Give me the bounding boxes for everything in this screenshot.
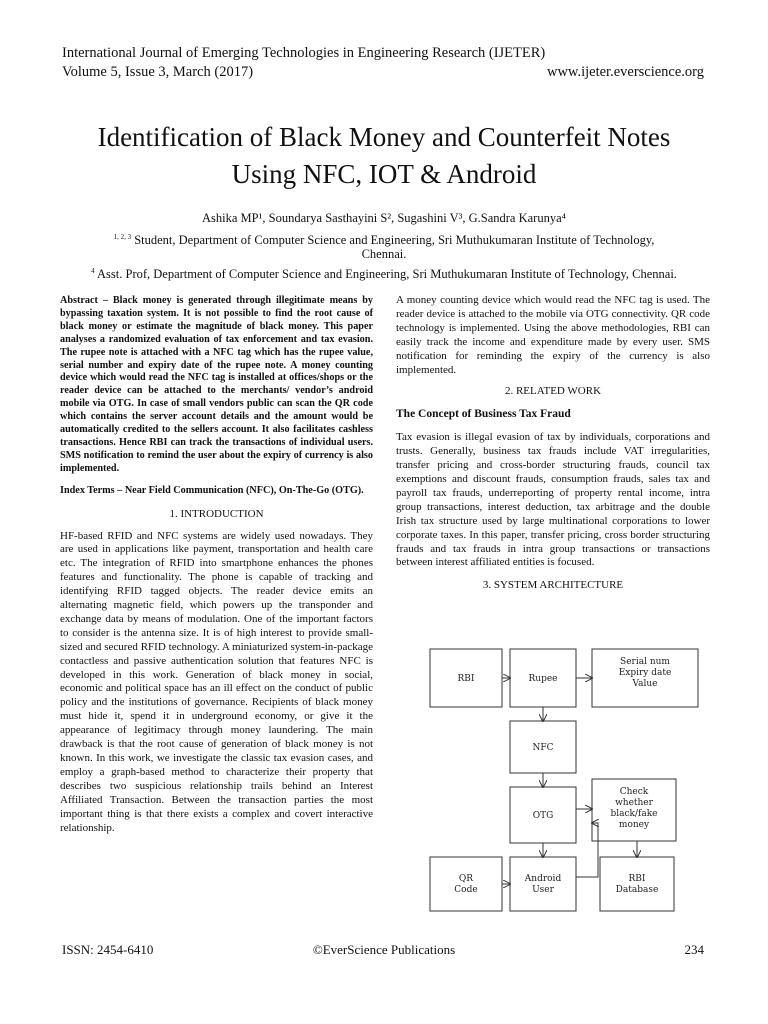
- system-architecture-diagram: [400, 641, 710, 916]
- paper-title: [0, 119, 768, 193]
- otg-label: OTG: [532, 811, 554, 821]
- nfc-label: NFC: [532, 743, 554, 753]
- check-label-4: money: [618, 820, 650, 830]
- qr-code-box: [430, 857, 502, 911]
- android-label-1: Android: [524, 874, 562, 884]
- journal-website[interactable]: www.ijeter.everscience.org: [546, 64, 704, 80]
- system-architecture-heading: 3. SYSTEM ARCHITECTURE: [482, 579, 624, 592]
- check-label-2: whether: [615, 798, 653, 808]
- affiliation-2-sup: 4: [91, 267, 95, 275]
- tax-fraud-heading: The Concept of Business Tax Fraud: [396, 408, 571, 421]
- android-user-box: [510, 857, 576, 911]
- qr-label-1: QR: [458, 874, 474, 884]
- qr-label-2: Code: [454, 885, 478, 895]
- author-list: Ashika MP¹, Soundarya Sasthayini S², Sugashini V³, G.Sandra Karunya⁴: [202, 211, 566, 225]
- rbi-label: RBI: [457, 674, 475, 684]
- footer-issn: ISSN: 2454-6410: [62, 942, 154, 957]
- check-label-3: black/fake: [610, 809, 658, 819]
- footer-publisher: ©EverScience Publications: [312, 942, 456, 957]
- intro-text: HF-based RFID and NFC systems are widely used nowadays. They are used in applications like payment, transportation and health care etc. The integration of RFID into smartphone enhances the phones features and functionality. The phone is capable of tracking and identifying RFID tagged objects. The reader device emits an alternating magnetic field, which powers up the transponder and exchange data by means of modulation. One of the important factors to consider is the antenna size. It is of high interest to provide small-sized and secured RFID technology. A miniaturized system-in-package contactless and passive authentication solution that features NFC is developed in this work. Generation of black money in social, economic and political space has an ill effect on the conduct of public policy and the institutions of governance. Recipients of black money must hide it, spend it in underground economy, or give it the appearance of legitimacy through money laundering. The main drawback is that the root cause of generation of black money is not known. In this work, we investigate the classic tax evasion cases, and employ a graph-based method to characterize their property that describes two suspicious relationship trails behind an Interest Affiliated Transaction. Between the transaction parties the most important thing is that there exists a complex and covert interactive relationship.: [60, 529, 373, 834]
- title-line-2: Using NFC, IOT & Android: [231, 159, 537, 189]
- android-label-2: User: [532, 885, 554, 895]
- abstract: Abstract – Black money is generated through illegitimate means by bypassing taxation system. It is not possible to find the root cause of black money or estimate the magnitude of black money. This paper analyses a randomized evaluation of tax enforcement and tax evasion. The rupee note is attached with a NFC tag which has the rupee value, serial number and expiry date of the rupee note. A money counting device which would read the NFC tag is installed at offices/shops or the reader device can be attached to the merchants/ vendor’s android mobile via OTG. In case of small vendors public can scan the QR code which contains the server account details and the amount would be automatically credited to the sellers account. It also facilitates cashless transactions. Hence RBI can track the transactions of individual users. SMS notification to remind the user about the expiry of currency is also implemented.: [60, 295, 373, 474]
- affiliation-2-text: Asst. Prof, Department of Computer Science and Engineering, Sri Muthukumaran Institute of Technology, Chennai.: [94, 267, 677, 282]
- title-line-1: Identification of Black Money and Counterfeit Notes: [97, 122, 671, 152]
- rbi-db-label-2: Database: [615, 885, 659, 895]
- rupee-label: Rupee: [528, 674, 558, 684]
- intro-heading: 1. INTRODUCTION: [169, 507, 264, 520]
- affiliation-1-text: Student, Department of Computer Science and Engineering, Sri Muthukumaran Institute of Technology,: [131, 233, 655, 248]
- affiliation-2: [0, 263, 768, 283]
- footer-page-number: 234: [684, 942, 704, 957]
- serial-label-3: Value: [632, 679, 658, 689]
- affiliation-1-city: Chennai.: [361, 247, 407, 261]
- related-work-heading: 2. RELATED WORK: [504, 385, 602, 398]
- serial-label-2: Expiry date: [618, 668, 672, 678]
- serial-label-1: Serial num: [620, 657, 670, 667]
- left-column: [60, 295, 373, 835]
- journal-volume: Volume 5, Issue 3, March (2017): [62, 64, 254, 80]
- right-column: [396, 294, 710, 593]
- right-intro-text: A money counting device which would read the NFC tag is used. The reader device is attached to the mobile via OTG connectivity. QR code technology is implemented. Using the above methodologies, RBI can easily track the income and expenditure made by every user. SMS notification for reminding the expiry of the currency is also implemented.: [396, 294, 710, 376]
- affiliation-1-sup: 1, 2, 3: [113, 233, 132, 241]
- tax-fraud-text: Tax evasion is illegal evasion of tax by individuals, corporations and trusts. Generally, business tax frauds include VAT irregularities, transfer pricing and cross-border structuring frauds, council tax exemptions and discount frauds, consumption frauds, sales tax and payroll tax frauds, underreporting of property rental income, intra group transactions, interest deduction, tax arbitrage and the double Irish tax structure used by large multinational corporations to lower corporate taxes. In this paper, transfer pricing, cross border structuring frauds and tax frauds in intra group transactions or transactions between interest affiliated entities is focused.: [396, 431, 710, 569]
- rbi-database-box: [600, 857, 674, 911]
- rbi-db-label-1: RBI: [628, 874, 646, 884]
- journal-name: International Journal of Emerging Technologies in Engineering Research (IJETER): [62, 45, 546, 61]
- check-label-1: Check: [619, 787, 649, 797]
- index-terms: Index Terms – Near Field Communication (NFC), On-The-Go (OTG).: [60, 484, 364, 496]
